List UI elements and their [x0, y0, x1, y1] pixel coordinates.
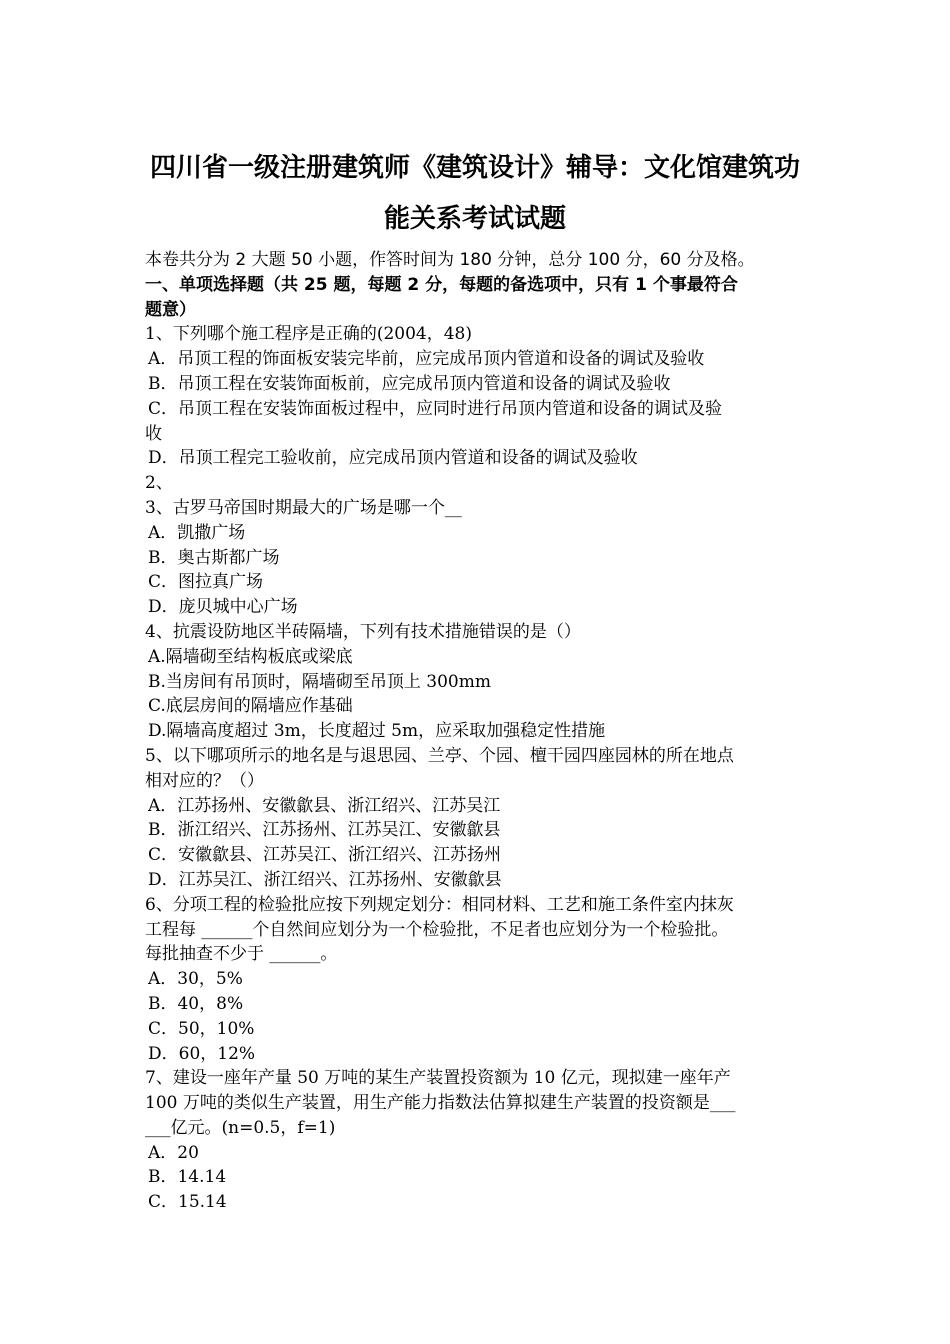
question-1-option-a: A．吊顶工程的饰面板安装完毕前，应完成吊顶内管道和设备的调试及验收 [148, 349, 705, 370]
question-7-stem-line-2: 100 万吨的类似生产装置，用生产能力指数法估算拟建生产装置的投资额是___ [145, 1093, 736, 1114]
question-4-option-b: B.当房间有吊顶时，隔墙砌至吊顶上 300mm [148, 671, 491, 692]
section-heading-line-1: 一、单项选择题（共 25 题，每题 2 分，每题的备选项中，只有 1 个事最符合 [145, 274, 738, 295]
question-5-option-b: B．浙江绍兴、江苏扬州、江苏吴江、安徽歙县 [148, 820, 501, 841]
document-title-line-1: 四川省一级注册建筑师《建筑设计》辅导：文化馆建筑功 [149, 153, 800, 183]
question-4-option-d: D.隔墙高度超过 3m，长度超过 5m，应采取加强稳定性措施 [148, 721, 606, 742]
question-1-option-c-line-1: C．吊顶工程在安装饰面板过程中，应同时进行吊顶内管道和设备的调试及验 [148, 398, 723, 419]
question-7-option-a: A．20 [148, 1142, 199, 1163]
question-6-stem-line-2: 工程每 ______个自然间应划分为一个检验批，不足者也应划分为一个检验批。 [145, 919, 729, 940]
question-5-option-c: C．安徽歙县、江苏吴江、浙江绍兴、江苏扬州 [148, 845, 502, 866]
question-6-option-c: C．50，10% [148, 1018, 255, 1039]
document-body [145, 248, 810, 1215]
question-3-option-a: A．凯撒广场 [148, 522, 246, 543]
question-6-stem-line-1: 6、分项工程的检验批应按下列规定划分：相同材料、工艺和施工条件室内抹灰 [145, 894, 734, 915]
question-5-option-d: D．江苏吴江、浙江绍兴、江苏扬州、安徽歙县 [148, 869, 502, 890]
section-heading-line-2: 题意） [145, 299, 196, 320]
question-5-stem-line-2: 相对应的？（） [145, 770, 264, 791]
question-4-option-c: C.底层房间的隔墙应作基础 [148, 696, 353, 717]
question-7-option-b: B．14.14 [148, 1167, 227, 1188]
question-7-stem-line-1: 7、建设一座年产量 50 万吨的某生产装置投资额为 10 亿元，现拟建一座年产 [145, 1068, 731, 1089]
question-5-stem-line-1: 5、以下哪项所示的地名是与退思园、兰亭、个园、檀干园四座园林的所在地点 [145, 745, 734, 766]
question-3-stem: 3、古罗马帝国时期最大的广场是哪一个__ [145, 497, 462, 518]
question-4-stem: 4、抗震设防地区半砖隔墙，下列有技术措施错误的是（） [145, 621, 581, 642]
question-4-option-a: A.隔墙砌至结构板底或梁底 [148, 646, 353, 667]
question-6-option-a: A．30，5% [148, 969, 243, 990]
document-title-line-2: 能关系考试试题 [383, 204, 566, 234]
question-1-stem: 1、下列哪个施工程序是正确的(2004，48) [145, 324, 472, 345]
question-3-option-d: D．庞贝城中心广场 [148, 597, 298, 618]
question-7-stem-line-3: ___亿元。(n=0.5，f=1) [145, 1117, 336, 1138]
question-1-option-c-line-2: 收 [145, 423, 162, 444]
question-2-stem: 2、 [145, 473, 173, 494]
question-3-option-b: B．奥古斯都广场 [148, 547, 280, 568]
question-6-stem-line-3: 每批抽查不少于 ______。 [145, 944, 338, 965]
question-1-option-d: D．吊顶工程完工验收前，应完成吊顶内管道和设备的调试及验收 [148, 448, 638, 469]
question-6-option-d: D．60，12% [148, 1043, 256, 1064]
question-1-option-b: B．吊顶工程在安装饰面板前，应完成吊顶内管道和设备的调试及验收 [148, 373, 671, 394]
question-7-option-c: C．15.14 [148, 1192, 227, 1213]
question-3-option-c: C．图拉真广场 [148, 572, 264, 593]
question-6-option-b: B．40，8% [148, 993, 244, 1014]
question-5-option-a: A．江苏扬州、安徽歙县、浙江绍兴、江苏吴江 [148, 795, 501, 816]
exam-intro: 本卷共分为 2 大题 50 小题，作答时间为 180 分钟，总分 100 分，60 分及格。 [145, 250, 755, 270]
